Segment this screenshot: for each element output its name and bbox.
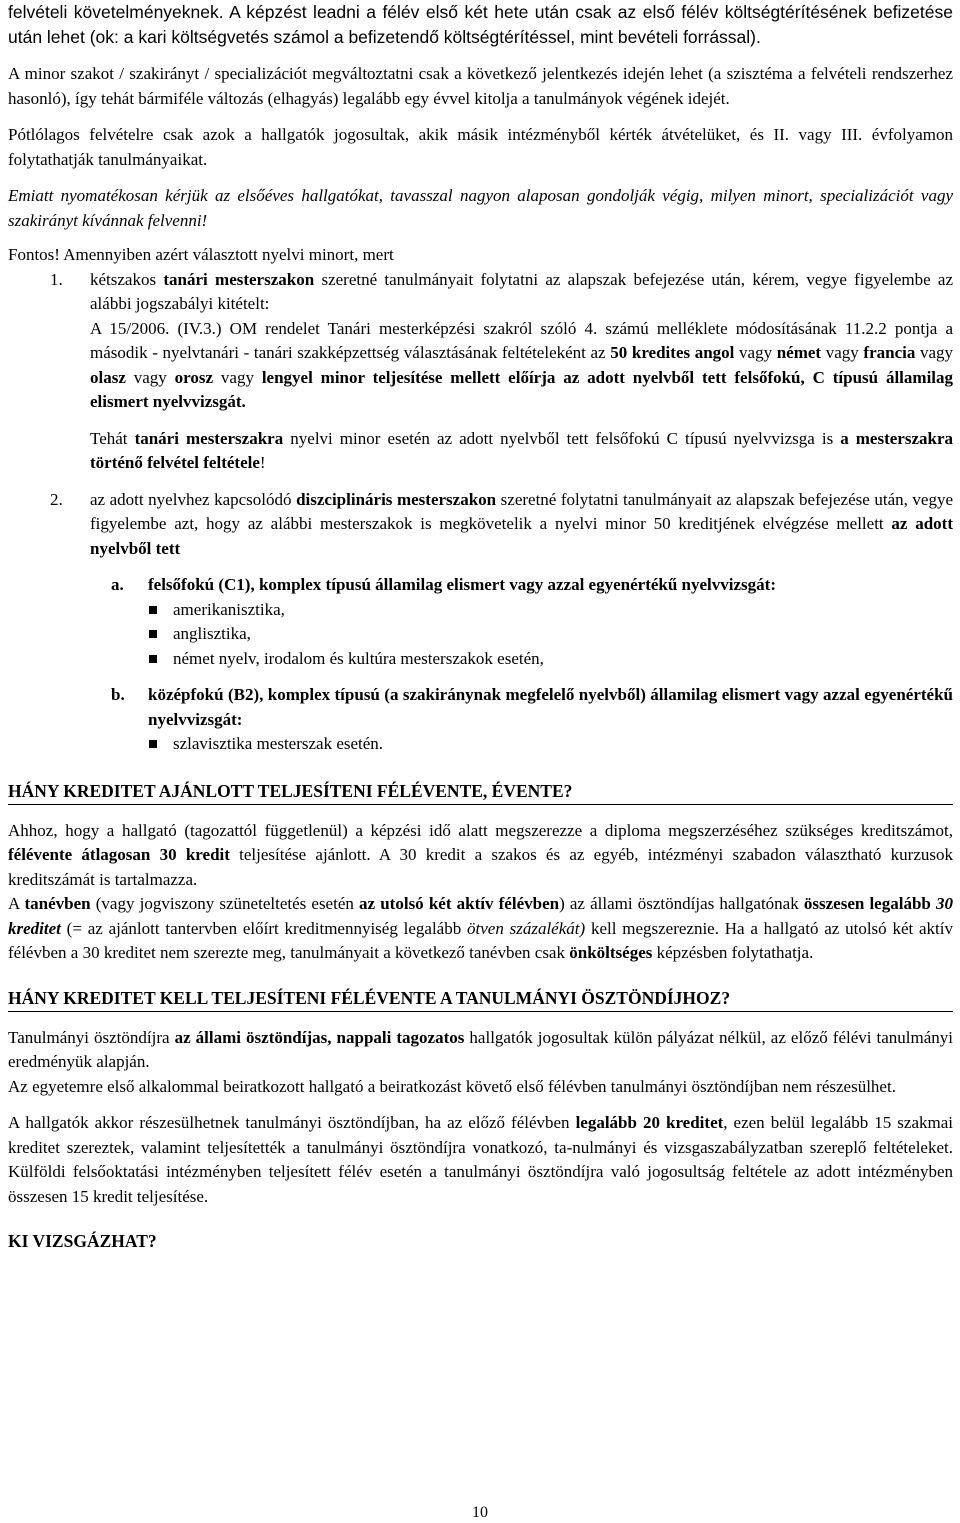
paragraph-scholarship-conditions [8, 1111, 953, 1209]
text: (= az ajánlott tantervben előírt kreditmennyiség legalább [60, 918, 467, 938]
square-bullet-icon [149, 655, 157, 663]
bold-text: olasz [90, 367, 126, 387]
text: , ezen belül legalább 15 szakmai kreditet szereztek, valamint teljesítették a tanulmányi ösztöndíjra vonatkozó, ta-nulmányi és vizsgaszabályzatban szereplő feltételeket. Külföldi felsőoktatási intézményben teljesített félév esetén a tanulmányi ösztöndíjra való jogosultság feltétele az adott intézményben összesen 15 kredit teljesítése. [8, 1113, 953, 1206]
bullet-text: német nyelv, irodalom és kultúra mesterszakok esetén, [173, 648, 544, 668]
text-minor-change: A minor szakot / szakirányt / specializációt megváltoztatni csak a következő jelentkezés idején lehet (a szisztéma a felvételi rendszerhez hasonló), így tehát bármiféle változás (elhagyás) legalább egy évvel kitolja a tanulmányok végének idejét. [8, 64, 953, 108]
bold-text: összesen legalább [803, 894, 937, 913]
bullet-item [8, 622, 953, 647]
sublist-text: középfokú (B2), komplex típusú (a szakiránynak megfelelő nyelvből) államilag elismert vagy azzal egyenértékű nyelvvizsgát: [148, 685, 953, 729]
square-bullet-icon [149, 606, 157, 614]
text: vagy [821, 343, 864, 362]
square-bullet-icon [149, 630, 157, 638]
paragraph-admission-requirements: felvételi követelményeknek. A képzést leadni a félév első két hete után csak az első félév költségtérítésének befizetése után lehet (ok: a kari költségvetés számol a befizetendő költségtérítéssel, mint bevételi forrással). [8, 2, 953, 47]
bold-text: legalább 20 kreditet [575, 1113, 724, 1132]
sublist-item-b [8, 683, 953, 732]
text: kétszakos [90, 269, 164, 289]
paragraph-important: Fontos! Amennyiben azért választott nyelvi minort, mert [8, 245, 394, 264]
text: képzésben folytathatja. [652, 943, 814, 962]
text: vagy [915, 343, 954, 362]
bullet-text: amerikanisztika, [173, 599, 285, 619]
list-number: 1. [50, 269, 63, 289]
text: Ahhoz, hogy a hallgató (tagozattól függetlenül) a képzési idő alatt megszerezze a diploma megszerzéséhez szükséges kreditszámot, [8, 820, 953, 840]
text: szeretné folytatni tanulmányait az alapszak befejezése után, vegye figyelembe azt, hogy az alábbi mesterszakok is megkövetelik a nyelvi minor 50 kreditjének elvégzése mellett [90, 489, 954, 533]
bold-text: lengyel minor teljesítése mellett előírja az adott nyelvből tett felsőfokú, C típusú államilag elismert nyelvvizsgát. [90, 367, 954, 411]
document-page [8, 0, 953, 1254]
bold-text: az adott nyelvből tett [90, 514, 953, 558]
item2-intro [90, 488, 953, 562]
item1-intro [90, 268, 953, 317]
section-heading-study-scholarship: HÁNY KREDITET KELL TELJESÍTENI FÉLÉVENTE A TANULMÁNYI ÖSZTÖNDÍJHOZ? [8, 986, 953, 1012]
bullet-text: szlavisztika mesterszak esetén. [173, 734, 384, 753]
sublist-label: b. [111, 685, 125, 704]
bold-text: orosz [174, 367, 214, 387]
text: vagy [125, 367, 175, 387]
bold-text: az utolsó két aktív félévben [359, 894, 560, 913]
text: A 15/2006. (IV.3.) OM rendelet Tanári mesterképzési szakról szóló 4. számú melléklete módosításának 11.2.2 pontja a második - nyelvtanári - tanári szakképzettség választásának feltételeként az [90, 318, 953, 362]
italic-text: ötven százalékát) [467, 918, 586, 938]
text: ) az állami ösztöndíjas hallgatónak [559, 894, 804, 913]
text: ! [259, 453, 266, 472]
section-heading-recommended-credits: HÁNY KREDITET AJÁNLOTT TELJESÍTENI FÉLÉVENTE, ÉVENTE? [8, 779, 953, 805]
item1-conclusion [90, 427, 953, 476]
text: (vagy jogviszony szüneteltetés esetén [90, 894, 360, 913]
section-heading-who-can-take-exams: KI VIZSGÁZHAT? [8, 1231, 157, 1251]
bold-text: félévente átlagosan 30 kredit [8, 845, 230, 864]
text: A [8, 894, 25, 913]
page-number: 10 [472, 1504, 488, 1521]
text: kell megszereznie. Ha a hallgató az utolsó két aktív félévben a 30 kreditet nem szerezte meg, tanulmányait a következő tanévben csak [8, 918, 953, 962]
text: szeretné tanulmányait folytatni az alapszak befejezése után, kérem, vegye figyelembe az alábbi jogszabályi kitételt: [90, 269, 954, 313]
bullet-text: anglisztika, [173, 624, 251, 643]
text: teljesítése ajánlott. A 30 kredit a szakos és az egyéb, intézményi szabadon választható kurzusok kreditszámát is tartalmazza. [8, 845, 953, 889]
bold-text: tanári mesterszakon [163, 269, 315, 289]
bullet-item [8, 732, 953, 757]
paragraph-minor-change [8, 62, 953, 111]
list-item-teacher-master [8, 268, 953, 476]
sublist-label: a. [111, 575, 124, 594]
text: az adott nyelvhez kapcsolódó [90, 489, 297, 509]
bold-text: a mesterszakra történő felvétel feltétele [90, 428, 954, 472]
square-bullet-icon [149, 740, 157, 748]
item1-law [90, 317, 953, 415]
paragraph-emphasis-notice: Emiatt nyomatékosan kérjük az elsőéves hallgatókat, tavasszal nagyon alaposan gondolják végig, milyen minort, specializációt vagy szakirányt kívánnak felvenni! [8, 186, 953, 230]
bold-text: német [776, 343, 822, 362]
bold-text: tanári mesterszakra [134, 428, 284, 448]
text: Tanulmányi ösztöndíjra [8, 1027, 175, 1047]
text: hallgatók jogosultak külön pályázat nélkül, az előző félévi tanulmányi eredményük alapján. [8, 1027, 953, 1071]
text: vagy [213, 367, 262, 387]
list-number: 2. [50, 489, 63, 509]
sublist-item-a [8, 573, 953, 598]
text: Tehát [90, 428, 135, 448]
bold-text: tanévben [24, 894, 91, 913]
list-item-disciplinary-master [8, 488, 953, 562]
bold-text: diszciplináris mesterszakon [296, 489, 497, 509]
bold-text: az állami ösztöndíjas, nappali tagozatos [174, 1027, 465, 1047]
paragraph-scholarship-eligibility [8, 1026, 953, 1075]
text: nyelvi minor esetén az adott nyelvből tett felsőfokú C típusú nyelvvizsga is [283, 428, 841, 448]
bold-text: 50 kredites angol [610, 343, 735, 362]
text: A hallgatók akkor részesülhetnek tanulmányi ösztöndíjban, ha az előző félévben [8, 1113, 576, 1132]
bold-text: francia [863, 343, 916, 362]
bold-italic-text: 30 kreditet [8, 894, 954, 938]
text: vagy [734, 343, 777, 362]
bullet-item [8, 647, 953, 672]
sublist-text: felsőfokú (C1), komplex típusú államilag elismert vagy azzal egyenértékű nyelvvizsgát: [148, 575, 776, 594]
paragraph-state-scholarship-credits [8, 892, 953, 966]
paragraph-recommended-credits [8, 819, 953, 893]
bullet-item [8, 598, 953, 623]
paragraph-first-semester: Az egyetemre első alkalommal beiratkozott hallgató a beiratkozást követő első félévben tanulmányi ösztöndíjban nem részesülhet. [8, 1076, 896, 1096]
bold-text: önköltséges [569, 943, 653, 962]
paragraph-supplementary-admission: Pótlólagos felvételre csak azok a hallgatók jogosultak, akik másik intézményből kérték átvételüket, és II. vagy III. évfolyamon folytathatják tanulmányaikat. [8, 125, 953, 169]
